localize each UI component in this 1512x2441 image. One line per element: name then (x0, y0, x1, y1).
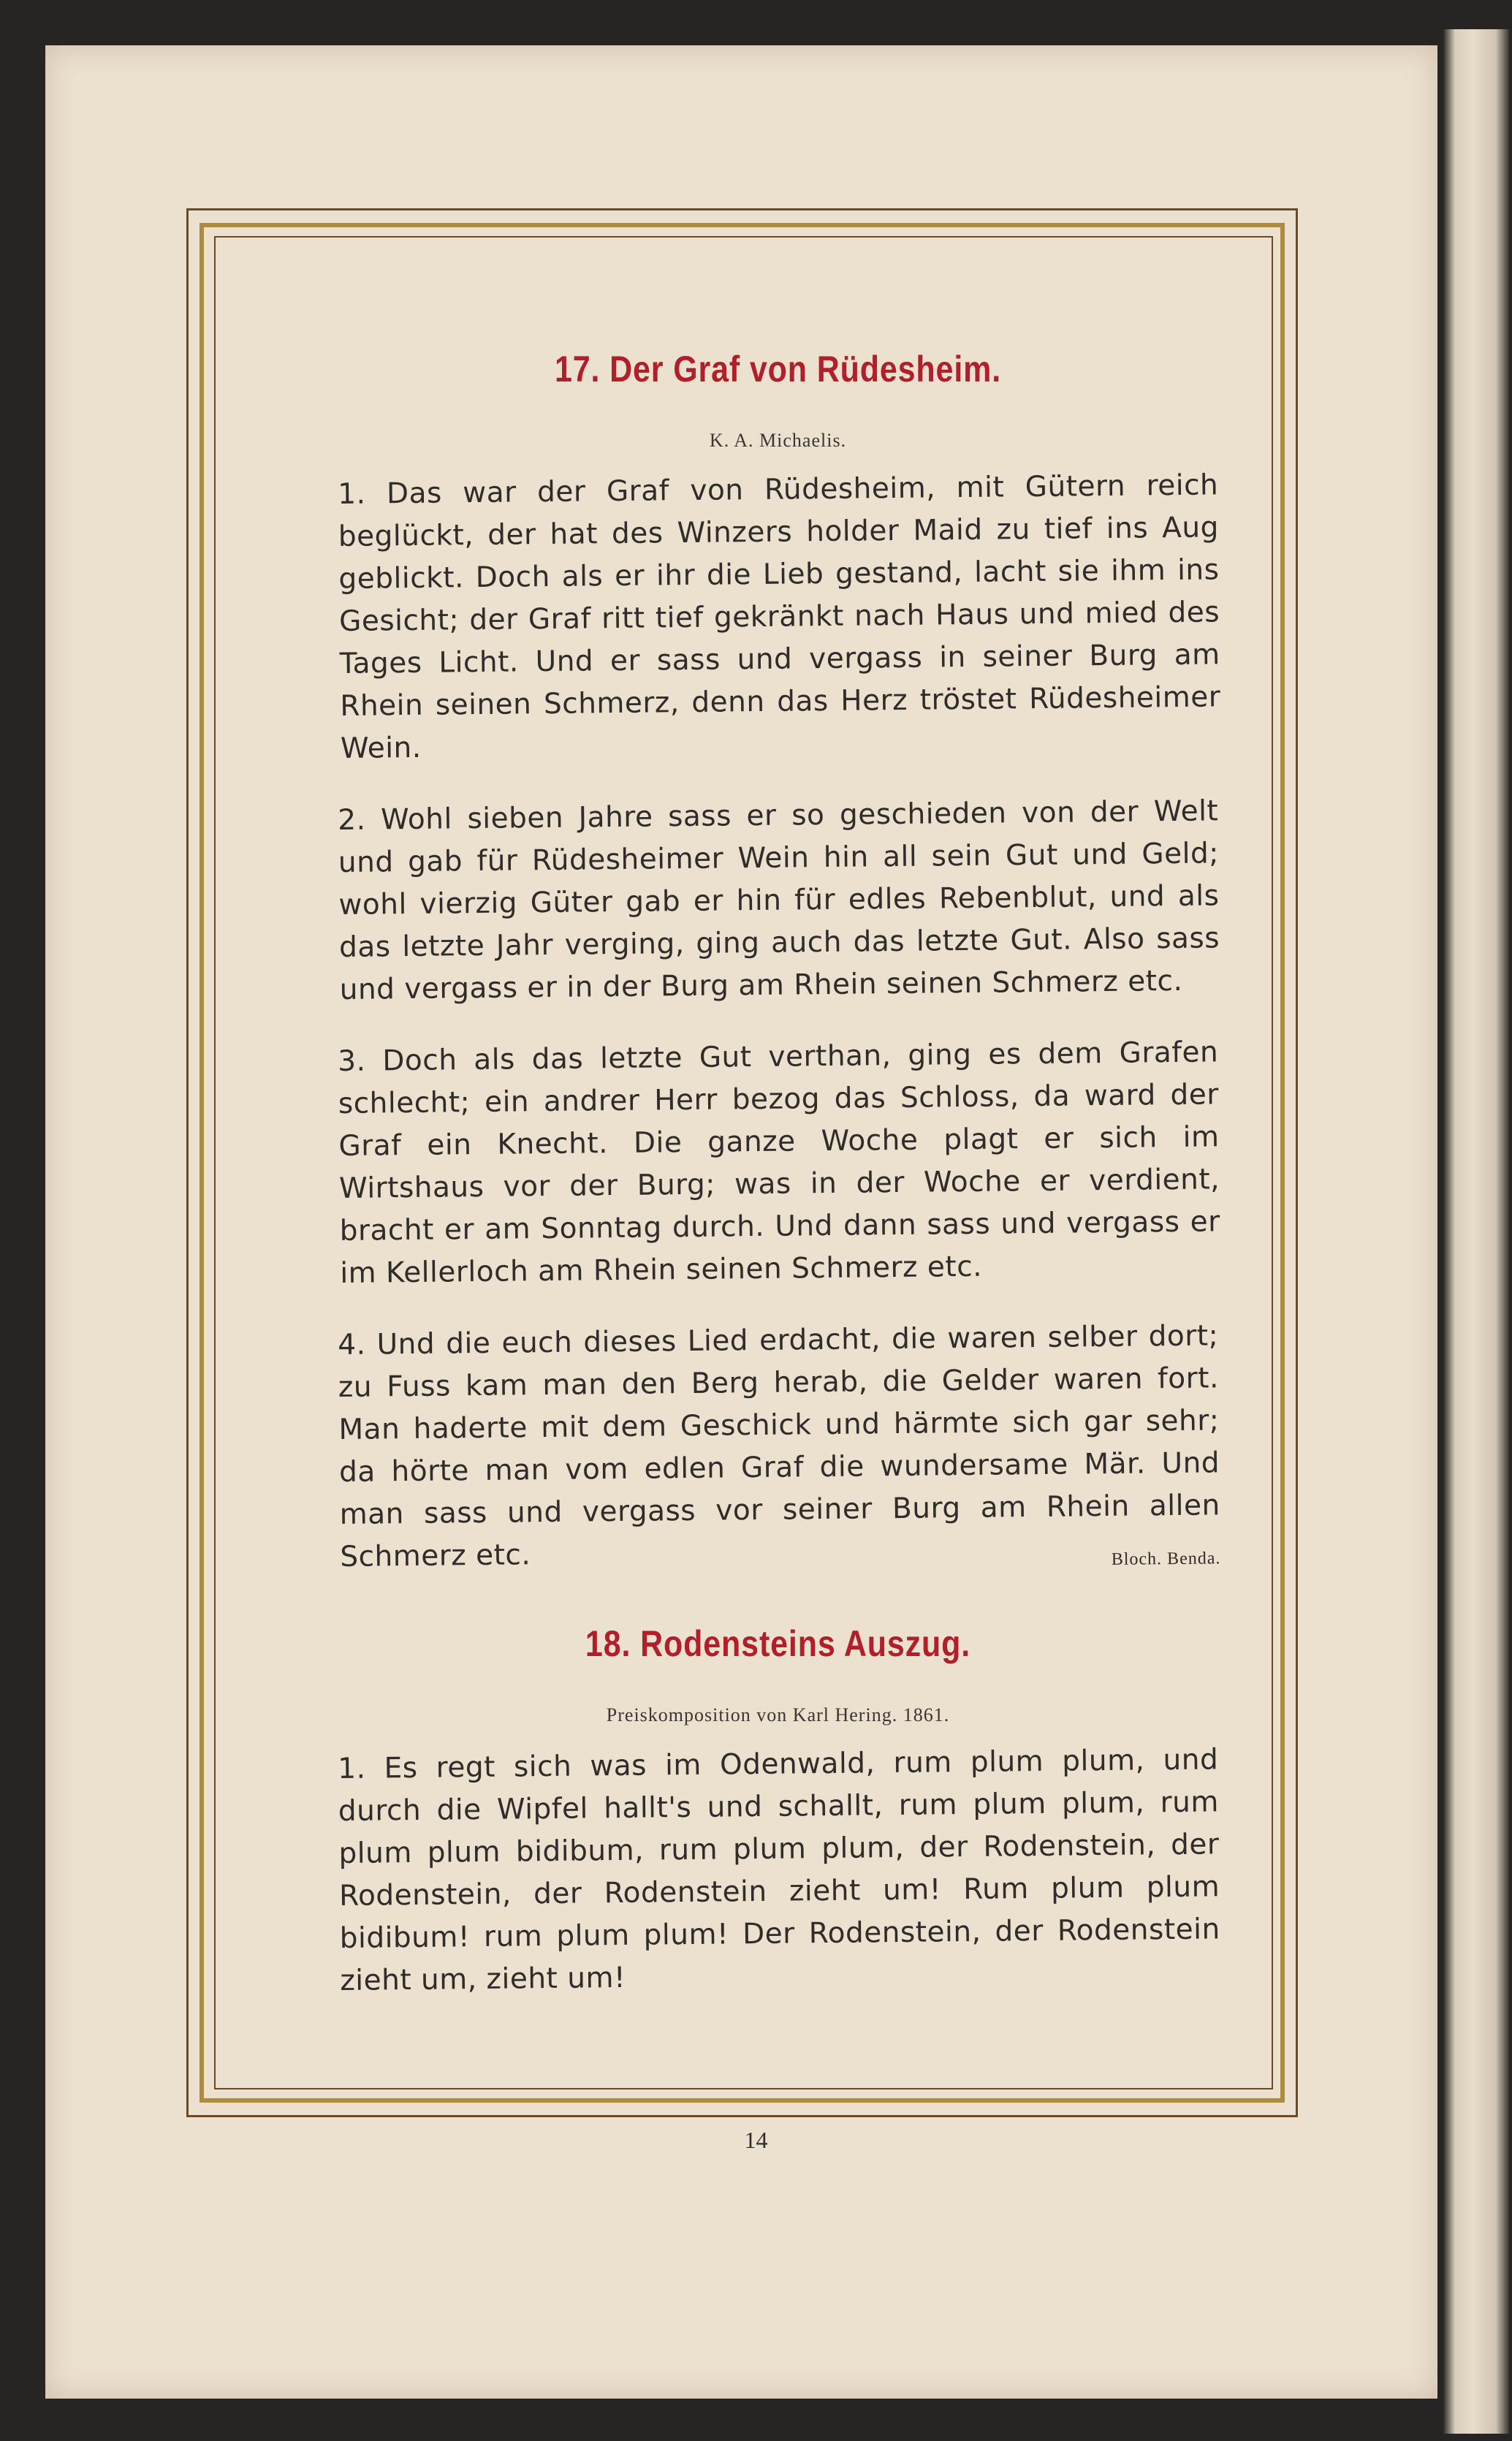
page-number: 14 (744, 2127, 768, 2153)
song-17-credit: Bloch. Benda. (1111, 1549, 1221, 1569)
song-17-title: 17. Der Graf von Rüdesheim. (554, 349, 1002, 390)
song-17-stanza-4-text: 4. Und die euch dieses Lied erdacht, die waren selber dort; zu Fuss kam man den Berg herab, die Gelder waren fort. Man haderte mit dem Geschick und härmte sich gar sehr; da hörte man vom edlen Graf die wundersame Mär. Und man sass und vergass vor seiner Burg am Rhein allen Schmerz etc. (338, 1319, 1220, 1573)
page-content (338, 343, 1221, 2032)
song-17-stanza-4 (338, 1315, 1221, 1579)
song-18-stanza-1: 1. Es regt sich was im Odenwald, rum plum plum, und durch die Wipfel hallt's und schallt, rum plum plum, rum plum plum bidibum, rum plum plum, der Rodenstein, der Rodenstein, der Rodenstein zieht um! Rum plum plum bidibum! rum plum plum! Der Rodenstein, der Rodenstein zieht um, zieht um! (338, 1743, 1220, 1997)
song-17-stanza-2: 2. Wohl sieben Jahre sass er so geschieden von der Welt und gab für Rüdesheimer Wein hin all sein Gut und Geld; wohl vierzig Güter gab er hin für edles Rebenblut, und als das letzte Jahr verging, ging auch das letzte Gut. Also sass und vergass er in der Burg am Rhein seinen Schmerz etc. (338, 794, 1220, 1006)
book-spine (1443, 29, 1509, 2434)
song-17-author: K. A. Michaelis. (709, 430, 847, 451)
song-18-title: 18. Rodensteins Auszug. (585, 1623, 971, 1664)
song-18-author: Preiskomposition von Karl Hering. 1861. (606, 1704, 950, 1726)
song-17-stanza-1: 1. Das war der Graf von Rüdesheim, mit Gütern reich beglückt, der hat des Winzers holder Maid zu tief ins Aug geblickt. Doch als er ihr die Lieb gestand, lacht sie ihm ins Gesicht; der Graf ritt tief gekränkt nach Haus und mied des Tages Licht. Und er sass und vergass in seiner Burg am Rhein seinen Schmerz, denn das Herz tröstet Rüdesheimer Wein. (338, 468, 1221, 765)
song-17-stanza-3: 3. Doch als das letzte Gut verthan, ging es dem Grafen schlecht; ein andrer Herr bezog das Schloss, da ward der Graf ein Knecht. Die ganze Woche plagt er sich im Wirtshaus vor der Burg; was in der Woche er verdient, bracht er am Sonntag durch. Und dann sass und vergass er im Kellerloch am Rhein seinen Schmerz etc. (338, 1036, 1220, 1290)
